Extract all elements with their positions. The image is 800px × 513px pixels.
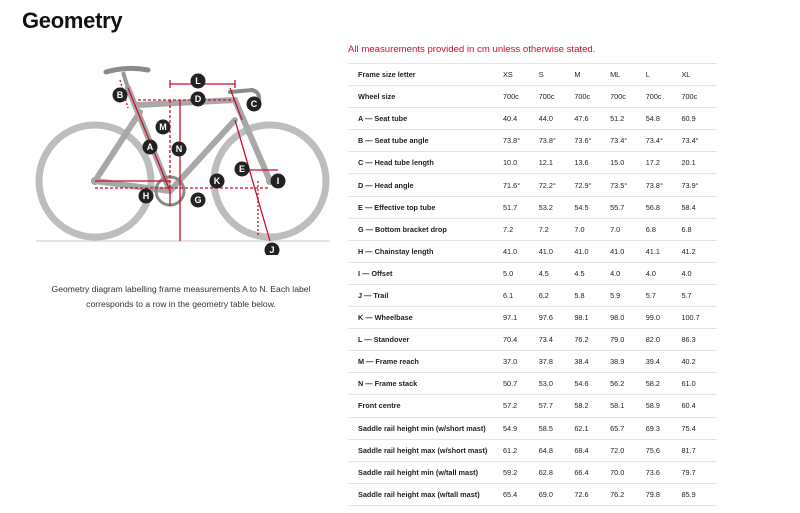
table-cell: 60.4 bbox=[681, 395, 717, 417]
svg-text:D: D bbox=[194, 94, 202, 104]
table-cell: 97.1 bbox=[503, 307, 539, 329]
table-cell: 39.4 bbox=[646, 351, 682, 373]
table-row bbox=[348, 152, 717, 174]
table-cell: 62.8 bbox=[539, 461, 575, 483]
table-cell: 85.9 bbox=[681, 483, 717, 505]
table-cell: 700c bbox=[503, 86, 539, 108]
table-cell: 10.0 bbox=[503, 152, 539, 174]
saddle bbox=[106, 68, 148, 72]
table-cell: 66.4 bbox=[574, 461, 610, 483]
table-cell: 7.2 bbox=[539, 218, 575, 240]
table-row bbox=[348, 439, 717, 461]
row-label: Saddle rail height min (w/tall mast) bbox=[348, 461, 503, 483]
table-cell: 5.7 bbox=[681, 284, 717, 306]
marker-c bbox=[247, 97, 262, 112]
table-cell: 75.6 bbox=[646, 439, 682, 461]
table-row bbox=[348, 196, 717, 218]
table-cell: 97.6 bbox=[539, 307, 575, 329]
table-cell: 41.0 bbox=[539, 240, 575, 262]
table-cell: 51.2 bbox=[610, 108, 646, 130]
table-cell: 41.1 bbox=[646, 240, 682, 262]
table-header-row bbox=[348, 64, 717, 86]
table-cell: 72.6 bbox=[574, 483, 610, 505]
table-cell: 41.0 bbox=[574, 240, 610, 262]
table-cell: 700c bbox=[574, 86, 610, 108]
svg-text:C: C bbox=[250, 99, 258, 109]
row-label: E — Effective top tube bbox=[348, 196, 503, 218]
table-cell: 58.9 bbox=[646, 395, 682, 417]
header-label: Frame size letter bbox=[348, 64, 503, 86]
marker-k bbox=[210, 174, 225, 189]
svg-text:J: J bbox=[269, 245, 275, 255]
table-cell: 82.0 bbox=[646, 329, 682, 351]
table-cell: 62.1 bbox=[574, 417, 610, 439]
table-cell: 79.7 bbox=[681, 461, 717, 483]
table-row bbox=[348, 262, 717, 284]
table-cell: 79.0 bbox=[610, 329, 646, 351]
table-cell: 38.9 bbox=[610, 351, 646, 373]
table-cell: 99.0 bbox=[646, 307, 682, 329]
table-cell: 61.0 bbox=[681, 373, 717, 395]
table-row bbox=[348, 329, 717, 351]
row-label: M — Frame reach bbox=[348, 351, 503, 373]
table-cell: 6.8 bbox=[681, 218, 717, 240]
table-cell: 73.4° bbox=[610, 130, 646, 152]
row-label: C — Head tube length bbox=[348, 152, 503, 174]
row-label: J — Trail bbox=[348, 284, 503, 306]
table-cell: 72.2° bbox=[539, 174, 575, 196]
seatpost bbox=[123, 72, 128, 88]
size-header: L bbox=[646, 64, 682, 86]
table-cell: 41.0 bbox=[610, 240, 646, 262]
size-header: XL bbox=[681, 64, 717, 86]
marker-i bbox=[271, 174, 286, 189]
table-cell: 57.7 bbox=[539, 395, 575, 417]
geometry-diagram bbox=[30, 60, 330, 255]
table-cell: 71.6° bbox=[503, 174, 539, 196]
marker-m bbox=[191, 74, 206, 89]
table-cell: 4.0 bbox=[646, 262, 682, 284]
svg-text:M: M bbox=[159, 122, 167, 132]
table-cell: 65.4 bbox=[503, 483, 539, 505]
table-cell: 73.5° bbox=[610, 174, 646, 196]
table-row bbox=[348, 284, 717, 306]
measurement-note: All measurements provided in cm unless otherwise stated. bbox=[348, 44, 596, 55]
table-cell: 58.2 bbox=[646, 373, 682, 395]
table-cell: 58.2 bbox=[574, 395, 610, 417]
table-cell: 73.6 bbox=[646, 461, 682, 483]
table-cell: 65.7 bbox=[610, 417, 646, 439]
table-cell: 73.8° bbox=[503, 130, 539, 152]
marker-a bbox=[143, 140, 158, 155]
marker-l bbox=[172, 142, 187, 157]
row-label: B — Seat tube angle bbox=[348, 130, 503, 152]
marker-g bbox=[191, 193, 206, 208]
marker-d bbox=[235, 162, 250, 177]
table-row bbox=[348, 461, 717, 483]
table-cell: 70.4 bbox=[503, 329, 539, 351]
diagram-caption: Geometry diagram labelling frame measurements A to N. Each label corresponds to a row in the geometry table below. bbox=[51, 284, 311, 309]
table-cell: 7.0 bbox=[574, 218, 610, 240]
table-cell: 40.2 bbox=[681, 351, 717, 373]
marker-j bbox=[265, 243, 280, 256]
table-row bbox=[348, 373, 717, 395]
table-row bbox=[348, 130, 717, 152]
marker-e bbox=[191, 92, 206, 107]
table-cell: 4.5 bbox=[539, 262, 575, 284]
table-cell: 73.4° bbox=[646, 130, 682, 152]
svg-text:A: A bbox=[146, 142, 154, 152]
table-cell: 17.2 bbox=[646, 152, 682, 174]
size-header: ML bbox=[610, 64, 646, 86]
table-cell: 13.6 bbox=[574, 152, 610, 174]
row-label: G — Bottom bracket drop bbox=[348, 218, 503, 240]
size-header: S bbox=[539, 64, 575, 86]
table-cell: 12.1 bbox=[539, 152, 575, 174]
table-row bbox=[348, 108, 717, 130]
table-cell: 54.9 bbox=[503, 417, 539, 439]
table-cell: 37.8 bbox=[539, 351, 575, 373]
table-cell: 51.7 bbox=[503, 196, 539, 218]
table-cell: 54.6 bbox=[574, 373, 610, 395]
table-cell: 58.5 bbox=[539, 417, 575, 439]
table-cell: 73.9° bbox=[681, 174, 717, 196]
geometry-table bbox=[348, 63, 717, 506]
table-cell: 4.0 bbox=[681, 262, 717, 284]
table-cell: 70.0 bbox=[610, 461, 646, 483]
table-cell: 100.7 bbox=[681, 307, 717, 329]
table-cell: 76.2 bbox=[574, 329, 610, 351]
row-label: Front centre bbox=[348, 395, 503, 417]
table-cell: 6.8 bbox=[646, 218, 682, 240]
table-cell: 68.4 bbox=[574, 439, 610, 461]
row-label: L — Standover bbox=[348, 329, 503, 351]
svg-text:I: I bbox=[276, 176, 280, 186]
table-cell: 53.0 bbox=[539, 373, 575, 395]
table-cell: 20.1 bbox=[681, 152, 717, 174]
table-row bbox=[348, 351, 717, 373]
svg-text:N: N bbox=[175, 144, 183, 154]
row-label: K — Wheelbase bbox=[348, 307, 503, 329]
table-cell: 40.4 bbox=[503, 108, 539, 130]
table-cell: 700c bbox=[646, 86, 682, 108]
table-row bbox=[348, 240, 717, 262]
table-cell: 98.0 bbox=[610, 307, 646, 329]
table-row bbox=[348, 174, 717, 196]
table-cell: 72.0 bbox=[610, 439, 646, 461]
svg-text:L: L bbox=[195, 76, 201, 86]
table-cell: 50.7 bbox=[503, 373, 539, 395]
size-header: M bbox=[574, 64, 610, 86]
row-label: Wheel size bbox=[348, 86, 503, 108]
row-label: A — Seat tube bbox=[348, 108, 503, 130]
table-cell: 73.6° bbox=[574, 130, 610, 152]
table-cell: 58.4 bbox=[681, 196, 717, 218]
table-cell: 59.2 bbox=[503, 461, 539, 483]
table-cell: 54.5 bbox=[574, 196, 610, 218]
table-cell: 73.8° bbox=[539, 130, 575, 152]
table-cell: 58.1 bbox=[610, 395, 646, 417]
table-cell: 72.9° bbox=[574, 174, 610, 196]
table-cell: 15.0 bbox=[610, 152, 646, 174]
table-cell: 79.8 bbox=[646, 483, 682, 505]
svg-text:B: B bbox=[116, 90, 124, 100]
table-cell: 5.9 bbox=[610, 284, 646, 306]
row-label: Saddle rail height max (w/short mast) bbox=[348, 439, 503, 461]
table-cell: 6.1 bbox=[503, 284, 539, 306]
row-label: Saddle rail height min (w/short mast) bbox=[348, 417, 503, 439]
table-cell: 73.4° bbox=[681, 130, 717, 152]
table-cell: 4.0 bbox=[610, 262, 646, 284]
table-cell: 37.0 bbox=[503, 351, 539, 373]
table-cell: 6.2 bbox=[539, 284, 575, 306]
geometry-table-body bbox=[348, 64, 717, 506]
table-cell: 73.4 bbox=[539, 329, 575, 351]
table-cell: 5.0 bbox=[503, 262, 539, 284]
table-cell: 7.2 bbox=[503, 218, 539, 240]
table-cell: 700c bbox=[610, 86, 646, 108]
svg-text:E: E bbox=[238, 164, 246, 174]
page-title: Geometry bbox=[22, 8, 123, 33]
table-cell: 56.2 bbox=[610, 373, 646, 395]
table-row bbox=[348, 86, 717, 108]
table-cell: 61.2 bbox=[503, 439, 539, 461]
size-header: XS bbox=[503, 64, 539, 86]
table-cell: 60.9 bbox=[681, 108, 717, 130]
table-cell: 69.3 bbox=[646, 417, 682, 439]
svg-text:G: G bbox=[194, 195, 202, 205]
table-cell: 41.2 bbox=[681, 240, 717, 262]
table-cell: 55.7 bbox=[610, 196, 646, 218]
table-cell: 76.2 bbox=[610, 483, 646, 505]
marker-n bbox=[156, 120, 171, 135]
table-cell: 69.0 bbox=[539, 483, 575, 505]
table-cell: 4.5 bbox=[574, 262, 610, 284]
table-cell: 86.3 bbox=[681, 329, 717, 351]
table-row bbox=[348, 417, 717, 439]
marker-h bbox=[139, 189, 154, 204]
svg-text:K: K bbox=[213, 176, 221, 186]
table-row bbox=[348, 395, 717, 417]
table-cell: 54.8 bbox=[646, 108, 682, 130]
table-cell: 38.4 bbox=[574, 351, 610, 373]
row-label: H — Chainstay length bbox=[348, 240, 503, 262]
table-row bbox=[348, 218, 717, 240]
row-label: Saddle rail height max (w/tall mast) bbox=[348, 483, 503, 505]
table-cell: 7.0 bbox=[610, 218, 646, 240]
row-label: N — Frame stack bbox=[348, 373, 503, 395]
table-row bbox=[348, 307, 717, 329]
table-cell: 44.0 bbox=[539, 108, 575, 130]
table-cell: 81.7 bbox=[681, 439, 717, 461]
table-row bbox=[348, 483, 717, 505]
table-cell: 5.7 bbox=[646, 284, 682, 306]
marker-b bbox=[113, 88, 128, 103]
table-cell: 64.8 bbox=[539, 439, 575, 461]
table-cell: 700c bbox=[681, 86, 717, 108]
svg-text:H: H bbox=[142, 191, 150, 201]
table-cell: 56.8 bbox=[646, 196, 682, 218]
table-cell: 53.2 bbox=[539, 196, 575, 218]
table-cell: 75.4 bbox=[681, 417, 717, 439]
table-cell: 98.1 bbox=[574, 307, 610, 329]
table-cell: 41.0 bbox=[503, 240, 539, 262]
row-label: D — Head angle bbox=[348, 174, 503, 196]
table-cell: 5.8 bbox=[574, 284, 610, 306]
row-label: I — Offset bbox=[348, 262, 503, 284]
table-cell: 73.8° bbox=[646, 174, 682, 196]
table-cell: 57.2 bbox=[503, 395, 539, 417]
table-cell: 700c bbox=[539, 86, 575, 108]
table-cell: 47.6 bbox=[574, 108, 610, 130]
